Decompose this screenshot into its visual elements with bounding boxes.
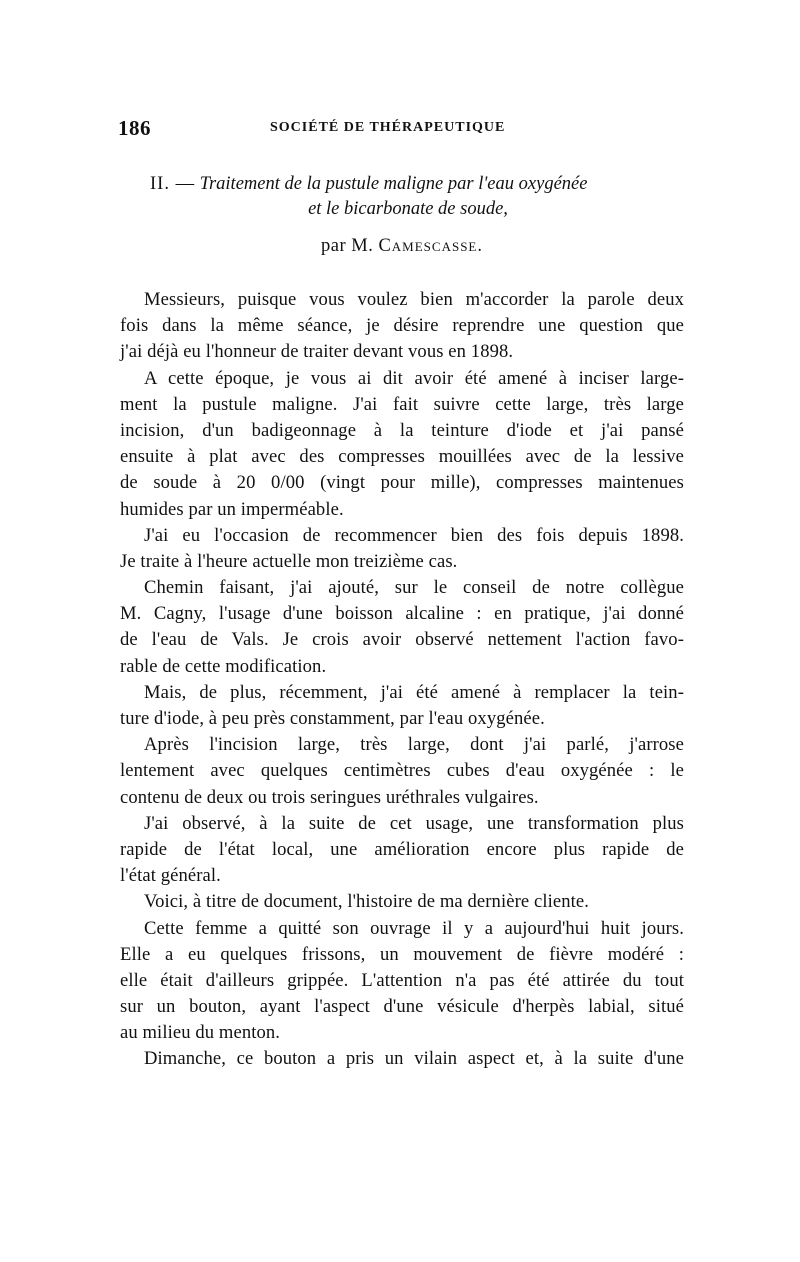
text-line: de l'eau de Vals. Je crois avoir observé nettement l'action favo-	[120, 629, 684, 651]
article-title: Traitement de la pustule maligne par l'eau oxygénée	[199, 174, 588, 194]
author-name: Camescasse.	[378, 236, 483, 256]
text-line: humides par un imperméable.	[120, 498, 344, 520]
text-line: de soude à 20 0/00 (vingt pour mille), compresses maintenues	[120, 472, 684, 494]
text-line: A cette époque, je vous ai dit avoir été amené à inciser large-	[144, 367, 684, 389]
article-author	[118, 236, 686, 257]
body-text	[120, 287, 684, 1073]
text-line: Voici, à titre de document, l'histoire de ma dernière cliente.	[144, 891, 589, 913]
text-line: j'ai déjà eu l'honneur de traiter devant vous en 1898.	[120, 341, 514, 363]
text-line: sur un bouton, ayant l'aspect d'une vésicule d'herpès labial, situé	[120, 996, 684, 1018]
text-line: ensuite à plat avec des compresses mouillées avec de la lessive	[120, 446, 684, 468]
article-title-block	[118, 172, 686, 257]
text-line: Dimanche, ce bouton a pris un vilain aspect et, à la suite d'une	[144, 1048, 684, 1070]
text-line: J'ai eu l'occasion de recommencer bien des fois depuis 1898.	[144, 524, 684, 546]
text-line: ture d'iode, à peu près constamment, par l'eau oxygénée.	[120, 708, 545, 729]
text-line: fois dans la même séance, je désire reprendre une question que	[120, 315, 684, 337]
text-line: elle était d'ailleurs grippée. L'attention n'a pas été attirée du tout	[120, 969, 684, 991]
text-line: Chemin faisant, j'ai ajouté, sur le conseil de notre collègue	[144, 577, 684, 599]
text-line: Messieurs, puisque vous voulez bien m'accorder la parole deux	[144, 289, 684, 310]
text-line: Je traite à l'heure actuelle mon treizième cas.	[120, 550, 458, 572]
page-header	[118, 116, 686, 140]
text-line: J'ai observé, à la suite de cet usage, une transformation plus	[144, 812, 684, 834]
page-number: 186	[118, 116, 151, 140]
text-line: M. Cagny, l'usage d'une boisson alcaline : en pratique, j'ai donné	[120, 603, 684, 625]
text-line: Mais, de plus, récemment, j'ai été amené à remplacer la tein-	[144, 681, 684, 703]
text-line: au milieu du menton.	[120, 1022, 281, 1044]
text-line: rapide de l'état local, une amélioration encore plus rapide de	[120, 838, 684, 860]
author-prefix: par M.	[321, 236, 374, 256]
text-line: Après l'incision large, très large, dont j'ai parlé, j'arrose	[144, 734, 684, 756]
article-title-line-2: et le bicarbonate de soude,	[308, 199, 508, 219]
article-numeral: II. —	[150, 174, 196, 194]
text-line: ment la pustule maligne. J'ai fait suivre cette large, très large	[120, 393, 684, 415]
running-title: SOCIÉTÉ DE THÉRAPEUTIQUE	[270, 120, 506, 135]
text-line: Cette femme a quitté son ouvrage il y a aujourd'hui huit jours.	[144, 917, 684, 939]
text-line: Elle a eu quelques frissons, un mouvement de fièvre modéré :	[120, 943, 684, 965]
text-line: l'état général.	[120, 865, 221, 887]
text-line: lentement avec quelques centimètres cubes d'eau oxygénée : le	[120, 760, 684, 782]
text-line: incision, d'un badigeonnage à la teinture d'iode et j'ai pansé	[120, 419, 684, 441]
text-line: contenu de deux ou trois seringues uréthrales vulgaires.	[120, 786, 539, 808]
article-title-line-1	[118, 172, 686, 197]
text-line: rable de cette modification.	[120, 655, 327, 677]
